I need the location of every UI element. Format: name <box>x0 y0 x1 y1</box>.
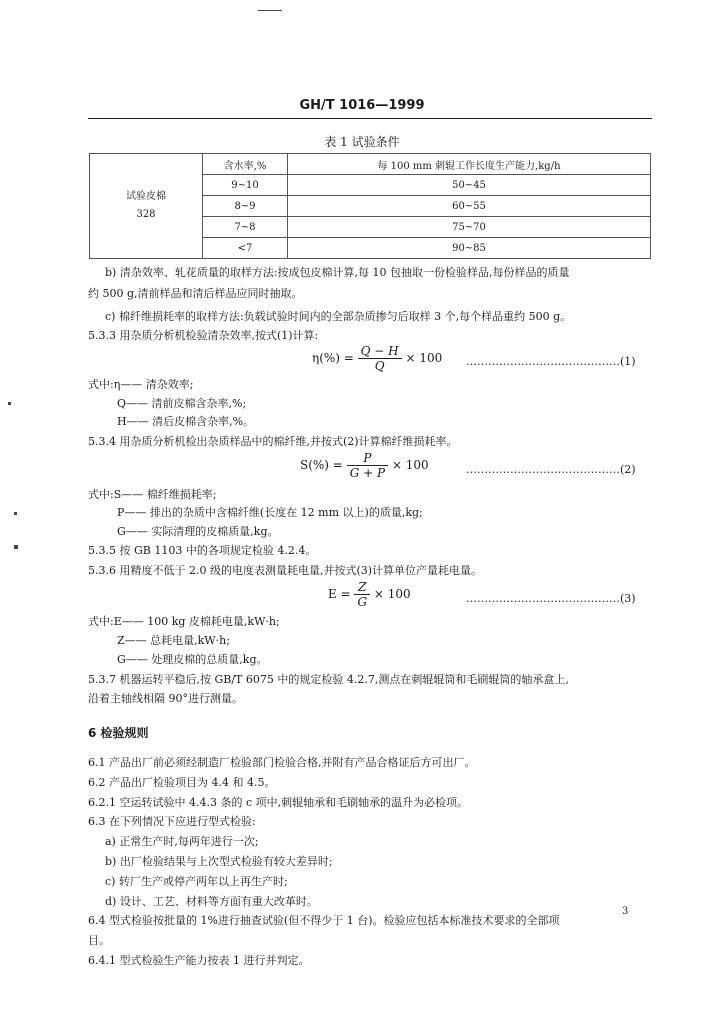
formula-2-lhs: S(%) = <box>300 458 343 472</box>
formula-2-number: ……………………………………(2) <box>466 463 636 476</box>
moisture-cell: 9~10 <box>203 175 288 196</box>
col-header-capacity: 每 100 mm 刺辊工作长度生产能力,kg/h <box>288 154 651 175</box>
moisture-cell: 8~9 <box>203 196 288 217</box>
row-header-line-1: 试验皮棉 <box>126 191 166 202</box>
formula-3-numerator: Z <box>354 580 370 595</box>
formula-3-rhs: × 100 <box>373 587 411 601</box>
where-3-z: Z—— 总耗电量,kW·h; <box>117 634 230 647</box>
table-caption: 表 1 试验条件 <box>324 135 400 149</box>
page-number: 3 <box>622 906 629 917</box>
formula-1-number: ……………………………………(1) <box>466 355 636 368</box>
clause-6-4-line-2: 目。 <box>88 934 110 947</box>
para-c: c) 棉纤维损耗率的取样方法:负载试验时间内的全部杂质掺匀后取样 3 个,每个样品重约 500 g。 <box>105 310 572 323</box>
clause-6-2-1: 6.2.1 空运转试验中 4.4.3 条的 c 项中,刺辊轴承和毛刷轴承的温升为必检项。 <box>88 796 469 809</box>
where-1-h: H—— 清后皮棉含杂率,%。 <box>117 415 255 428</box>
clause-5-3-6: 5.3.6 用精度不低于 2.0 级的电度表测量耗电量,并按式(3)计算单位产量耗电量。 <box>88 564 483 577</box>
para-b-line-1: b) 清杂效率、轧花质量的取样方法:按成包皮棉计算,每 10 包抽取一份检验样品,每份样品的质量 <box>105 266 570 279</box>
formula-1-denominator: Q <box>374 359 385 373</box>
formula-3-number: ……………………………………(3) <box>466 592 636 605</box>
formula-2 <box>300 451 429 480</box>
formula-2-fraction <box>347 451 388 480</box>
clause-5-3-7-line-2: 沿着主轴线相隔 90°进行测量。 <box>88 692 243 705</box>
test-conditions-table <box>89 153 651 259</box>
where-1-q: Q—— 清前皮棉含杂率,%; <box>117 397 247 410</box>
clause-6-3-d: d) 设计、工艺、材料等方面有重大改革时。 <box>105 895 318 908</box>
formula-1-lhs: η(%) = <box>312 351 354 365</box>
where-3-g: G—— 处理皮棉的总质量,kg。 <box>117 653 268 666</box>
formula-1-numerator: Q − H <box>358 344 402 359</box>
clause-6-3: 6.3 在下列情况下应进行型式检验: <box>88 815 256 828</box>
formula-2-denominator: G + P <box>349 466 386 480</box>
clause-5-3-5: 5.3.5 按 GB 1103 中的各项规定检验 4.2.4。 <box>88 544 317 557</box>
col-header-moisture: 含水率,% <box>203 154 288 175</box>
clause-6-4-1: 6.4.1 型式检验生产能力按表 1 进行并判定。 <box>88 954 310 967</box>
formula-2-rhs: × 100 <box>391 458 429 472</box>
where-2: 式中:S—— 棉纤维损耗率; <box>88 488 217 501</box>
where-2-g: G—— 实际清理的皮棉质量,kg。 <box>117 525 279 538</box>
formula-1 <box>312 344 442 373</box>
clause-6-4-line-1: 6.4 型式检验按批量的 1%进行抽查试验(但不得少于 1 台)。检验应包括本标准技术要求的全部项 <box>88 914 560 927</box>
clause-6-1: 6.1 产品出厂前必须经制造厂检验部门检验合格,并附有产品合格证后方可出厂。 <box>88 756 476 769</box>
capacity-cell: 50~45 <box>288 175 651 196</box>
clause-6-3-b: b) 出厂检验结果与上次型式检验有较大差异时; <box>105 855 333 868</box>
clause-5-3-3: 5.3.3 用杂质分析机检验清杂效率,按式(1)计算: <box>88 329 319 342</box>
row-header-line-2: 328 <box>136 209 156 220</box>
clause-6-2: 6.2 产品出厂检验项目为 4.4 和 4.5。 <box>88 776 276 789</box>
scan-artifact <box>14 545 18 549</box>
scan-artifact <box>14 512 17 515</box>
section-6-heading: 6 检验规则 <box>88 726 149 740</box>
clause-6-3-c: c) 转厂生产或停产两年以上再生产时; <box>105 875 288 888</box>
formula-3-lhs: E = <box>328 587 351 601</box>
standard-header: GH/T 1016—1999 <box>299 98 425 113</box>
moisture-cell: 7~8 <box>203 217 288 238</box>
formula-3-denominator: G <box>357 595 368 609</box>
scan-artifact <box>8 402 11 405</box>
capacity-cell: 90~85 <box>288 238 651 259</box>
table-row-header <box>90 154 203 259</box>
scan-artifact <box>258 10 282 11</box>
clause-6-3-a: a) 正常生产时,每两年进行一次; <box>105 835 259 848</box>
formula-3-fraction <box>354 580 370 609</box>
capacity-cell: 75~70 <box>288 217 651 238</box>
para-b-line-2: 约 500 g,清前样品和清后样品应同时抽取。 <box>88 287 303 300</box>
moisture-cell: <7 <box>203 238 288 259</box>
where-3: 式中:E—— 100 kg 皮棉耗电量,kW·h; <box>88 615 280 628</box>
formula-1-rhs: × 100 <box>405 351 443 365</box>
formula-3 <box>328 580 411 609</box>
capacity-cell: 60~55 <box>288 196 651 217</box>
clause-5-3-7-line-1: 5.3.7 机器运转平稳后,按 GB/T 6075 中的规定检验 4.2.7,测点在刺辊辊筒和毛刷辊筒的轴承盒上, <box>88 673 569 686</box>
formula-1-fraction <box>358 344 402 373</box>
formula-2-numerator: P <box>347 451 388 466</box>
where-1: 式中:η—— 清杂效率; <box>88 378 194 391</box>
clause-5-3-4: 5.3.4 用杂质分析机检出杂质样品中的棉纤维,并按式(2)计算棉纤维损耗率。 <box>88 435 458 448</box>
where-2-p: P—— 排出的杂质中含棉纤维(长度在 12 mm 以上)的质量,kg; <box>117 506 423 519</box>
header-rule <box>88 118 652 119</box>
